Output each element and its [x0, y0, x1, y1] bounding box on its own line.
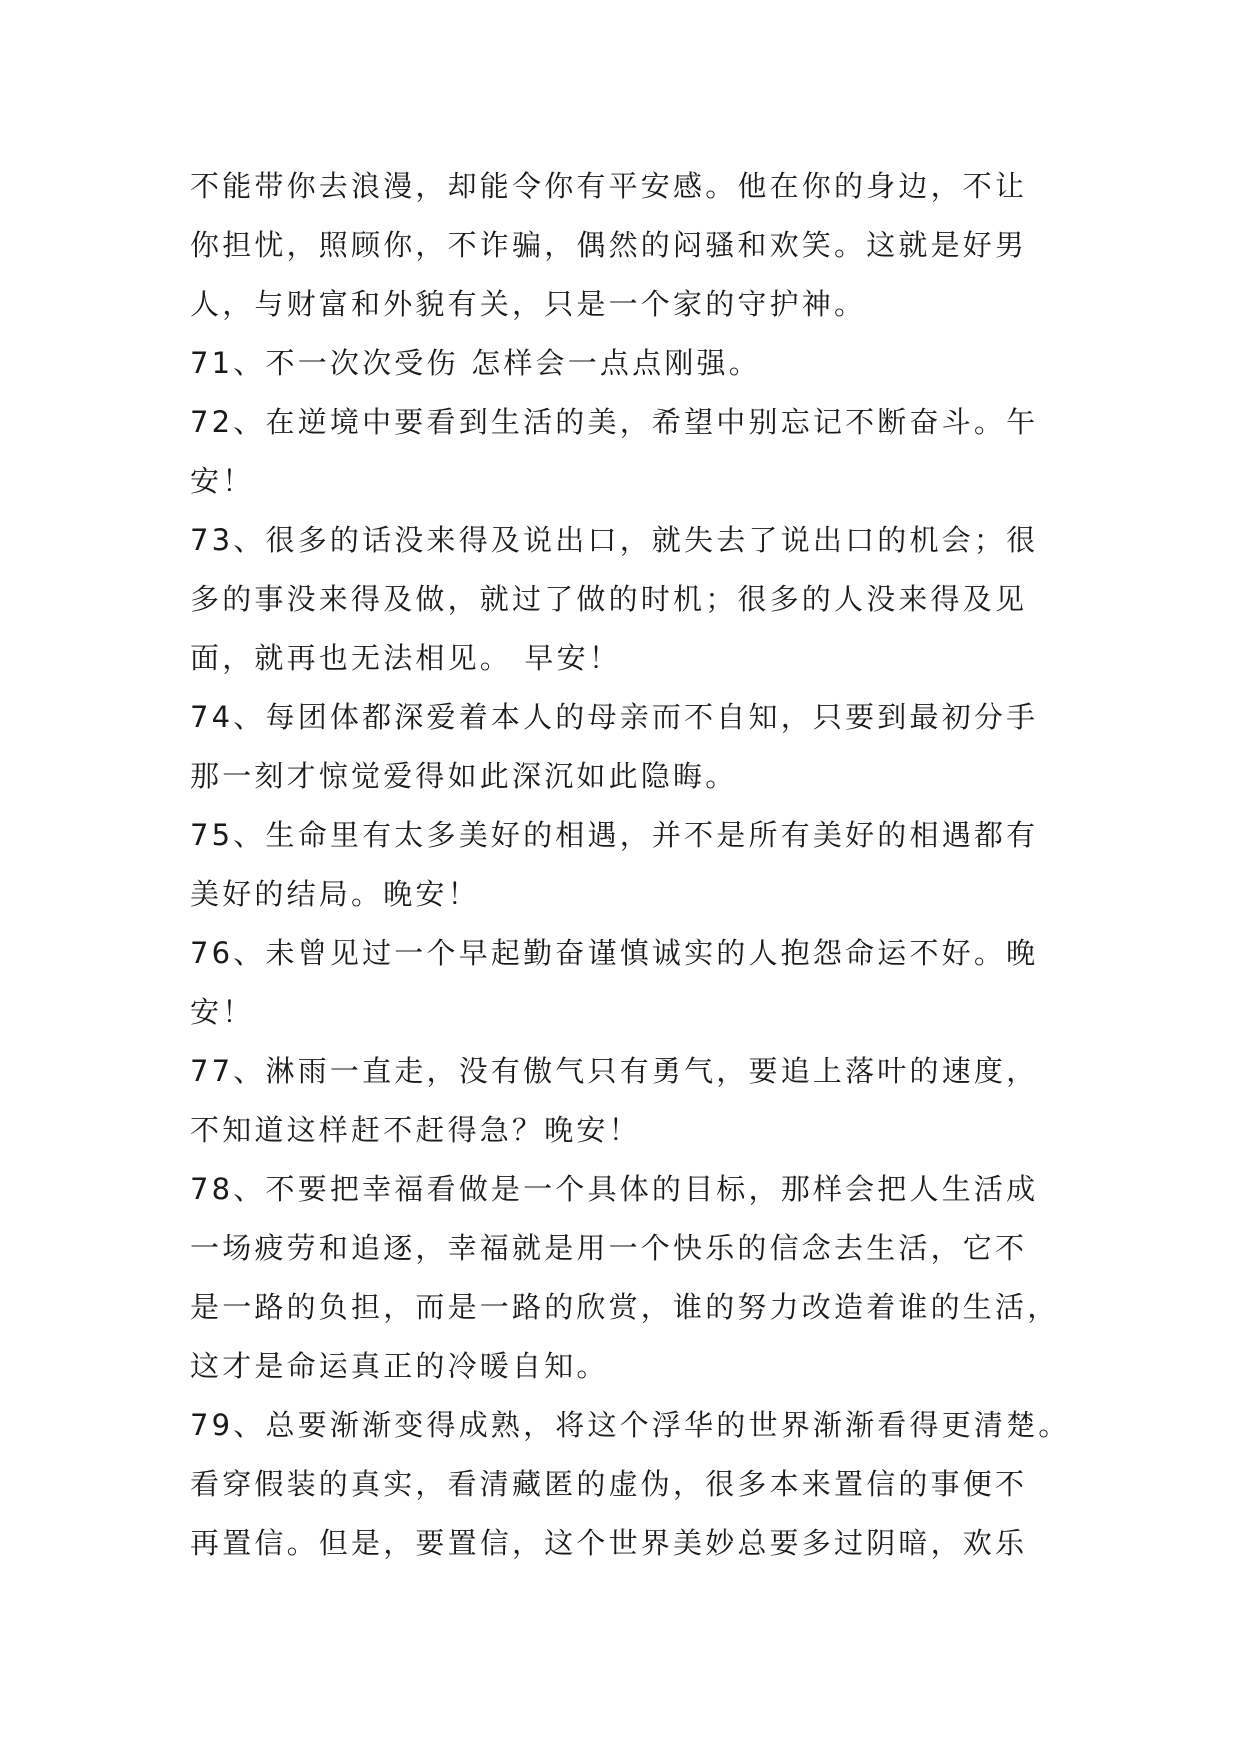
item-73: 73、很多的话没来得及说出口，就失去了说出口的机会；很	[190, 523, 1039, 557]
item-79: 79、总要渐渐变得成熟，将这个浮华的世界渐渐看得更清楚。	[190, 1408, 1071, 1442]
item-76: 76、未曾见过一个早起勤奋谨慎诚实的人抱怨命运不好。晚	[190, 936, 1039, 970]
text-line: 安！	[190, 995, 255, 1029]
item-75: 75、生命里有太多美好的相遇，并不是所有美好的相遇都有	[190, 818, 1039, 852]
item-78: 78、不要把幸福看做是一个具体的目标，那样会把人生活成	[190, 1172, 1039, 1206]
text-line: 不知道这样赶不赶得急？晚安！	[190, 1113, 641, 1147]
text-line: 人，与财富和外貌有关，只是一个家的守护神。	[190, 287, 867, 321]
text-line: 你担忧，照顾你，不诈骗，偶然的闷骚和欢笑。这就是好男	[190, 228, 1028, 262]
text-line: 多的事没来得及做，就过了做的时机；很多的人没来得及见	[190, 582, 1028, 616]
item-77: 77、淋雨一直走，没有傲气只有勇气，要追上落叶的速度，	[190, 1054, 1039, 1088]
item-72: 72、在逆境中要看到生活的美，希望中别忘记不断奋斗。午	[190, 405, 1039, 439]
text-line: 那一刻才惊觉爱得如此深沉如此隐晦。	[190, 759, 738, 793]
text-line: 面，就再也无法相见。 早安！	[190, 641, 622, 675]
text-line: 这才是命运真正的冷暖自知。	[190, 1349, 609, 1383]
text-line: 不能带你去浪漫，却能令你有平安感。他在你的身边，不让	[190, 169, 1028, 203]
item-74: 74、每团体都深爱着本人的母亲而不自知，只要到最初分手	[190, 700, 1039, 734]
text-line: 美好的结局。晚安！	[190, 877, 480, 911]
item-71: 71、不一次次受伤 怎样会一点点刚强。	[190, 346, 761, 380]
text-line: 安！	[190, 464, 255, 498]
text-line: 是一路的负担，而是一路的欣赏，谁的努力改造着谁的生活，	[190, 1290, 1060, 1324]
text-line: 看穿假装的真实，看清藏匿的虚伪，很多本来置信的事便不	[190, 1467, 1028, 1501]
text-line: 再置信。但是，要置信，这个世界美妙总要多过阴暗，欢乐	[190, 1526, 1028, 1560]
document-body	[190, 157, 1070, 1573]
text-line: 一场疲劳和追逐，幸福就是用一个快乐的信念去生活，它不	[190, 1231, 1028, 1265]
